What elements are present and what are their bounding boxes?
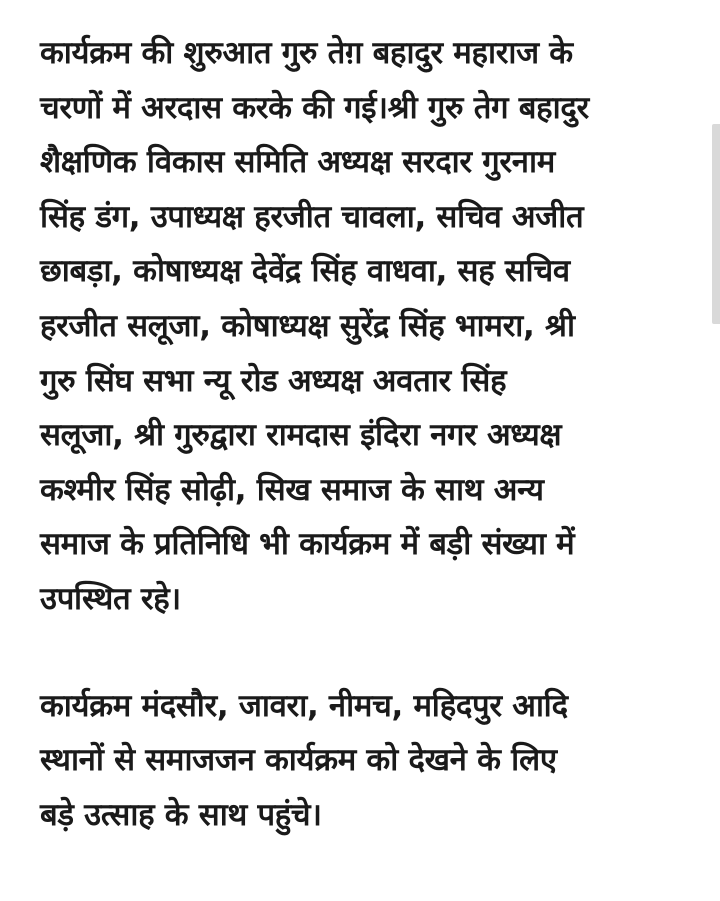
text-line: स्थानों से समाजजन कार्यक्रम को देखने के लिए [40, 742, 557, 779]
paragraph-2 [40, 679, 690, 843]
text-line: छाबड़ा, कोषाध्यक्ष देवेंद्र सिंह वाधवा, सह सचिव [40, 253, 570, 290]
text-line: सलूजा, श्री गुरुद्वारा रामदास इंदिरा नगर अध्यक्ष [40, 417, 562, 454]
text-line: हरजीत सलूजा, कोषाध्यक्ष सुरेंद्र सिंह भामरा, श्री [40, 307, 575, 344]
text-line: गुरु सिंघ सभा न्यू रोड अध्यक्ष अवतार सिंह [40, 362, 507, 399]
text-line: चरणों में अरदास करके की गई।श्री गुरु तेग बहादुर [40, 89, 589, 126]
text-line: कार्यक्रम की शुरुआत गुरु तेग़ बहादुर महाराज के [40, 35, 573, 71]
text-line: बड़े उत्साह के साथ पहुंचे। [40, 796, 322, 833]
text-line: कश्मीर सिंह सोढ़ी, सिख समाज के साथ अन्य [40, 471, 544, 508]
article-body [40, 26, 690, 842]
text-line: उपस्थित रहे। [40, 580, 181, 617]
text-line: समाज के प्रतिनिधि भी कार्यक्रम में बड़ी संख्या में [40, 526, 575, 563]
text-line: शैक्षणिक विकास समिति अध्यक्ष सरदार गुरनाम [40, 144, 555, 181]
text-line: कार्यक्रम मंदसौर, जावरा, नीमच, महिदपुर आदि [40, 687, 568, 724]
text-line: सिंह डंग, उपाध्यक्ष हरजीत चावला, सचिव अजीत [40, 198, 584, 235]
scrollbar-thumb[interactable] [712, 124, 720, 324]
paragraph-1 [40, 26, 690, 627]
